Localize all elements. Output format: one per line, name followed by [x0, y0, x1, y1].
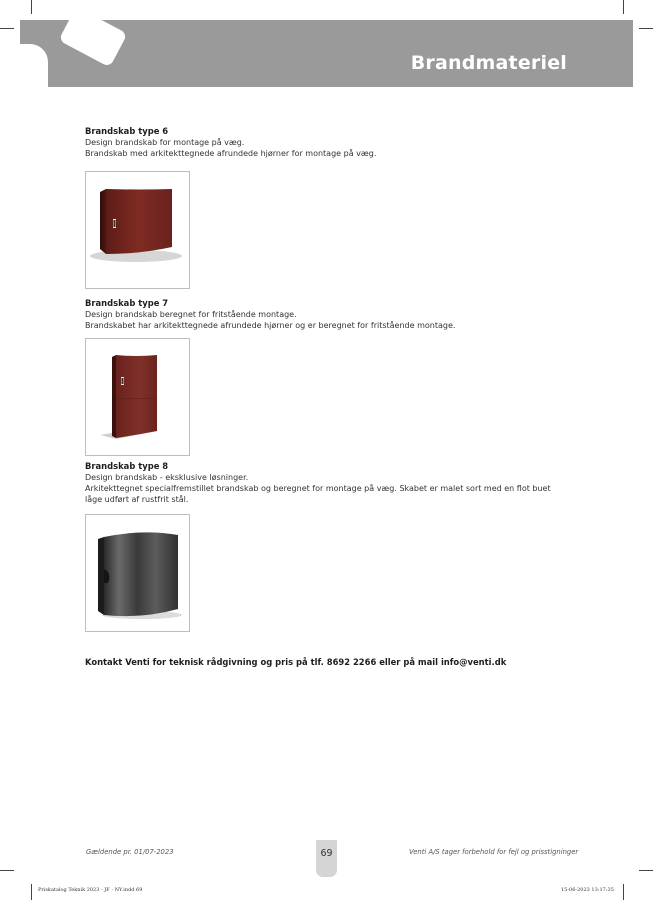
page-title: Brandmateriel [410, 52, 567, 74]
product-section [85, 461, 565, 505]
product-title: Brandskab type 8 [85, 461, 169, 471]
crop-mark [0, 870, 14, 871]
product-image-cabinet-type-6 [85, 171, 190, 289]
crop-mark [623, 0, 624, 14]
product-image-cabinet-type-8 [85, 514, 190, 632]
page-number: 69 [320, 848, 333, 859]
product-image-cabinet-type-7 [85, 338, 190, 456]
product-description: Arkitekttegnet specialfremstillet brandskab og beregnet for montage på væg. Skabet er malet sort med en flot buet [85, 484, 551, 493]
crop-mark [31, 884, 32, 900]
crop-mark [623, 884, 624, 900]
product-description: Design brandskab beregnet for fritstående montage. [85, 310, 297, 319]
crop-mark [31, 0, 32, 14]
product-description: Brandskab med arkitekttegnede afrundede hjørner for montage på væg. [85, 149, 377, 158]
product-description: Brandskabet har arkitekttegnede afrundede hjørner og er beregnet for fritstående montage. [85, 321, 456, 330]
crop-mark [0, 28, 14, 29]
page-number-tab [316, 840, 337, 877]
product-title: Brandskab type 7 [85, 298, 169, 308]
product-title: Brandskab type 6 [85, 126, 169, 136]
product-description: låge udført af rustfrit stål. [85, 495, 189, 504]
crop-mark [639, 28, 653, 29]
product-description: Design brandskab - eksklusive løsninger. [85, 473, 249, 482]
product-section [85, 126, 565, 159]
footer-valid-from: Gældende pr. 01/07-2023 [86, 848, 174, 856]
product-section [85, 298, 565, 331]
crop-mark [639, 870, 653, 871]
print-slug-timestamp: 15-06-2023 13:17:35 [561, 887, 614, 893]
contact-line: Kontakt Venti for teknisk rådgivning og pris på tlf. 8692 2266 eller på mail info@venti.dk [85, 657, 507, 667]
header-notch [20, 44, 48, 87]
footer-disclaimer: Venti A/S tager forbehold for fejl og prisstigninger [409, 848, 579, 856]
print-slug-file: Priskatalog Teknik 2023 - JF - NY.indd 69 [38, 887, 143, 893]
product-description: Design brandskab for montage på væg. [85, 138, 245, 147]
